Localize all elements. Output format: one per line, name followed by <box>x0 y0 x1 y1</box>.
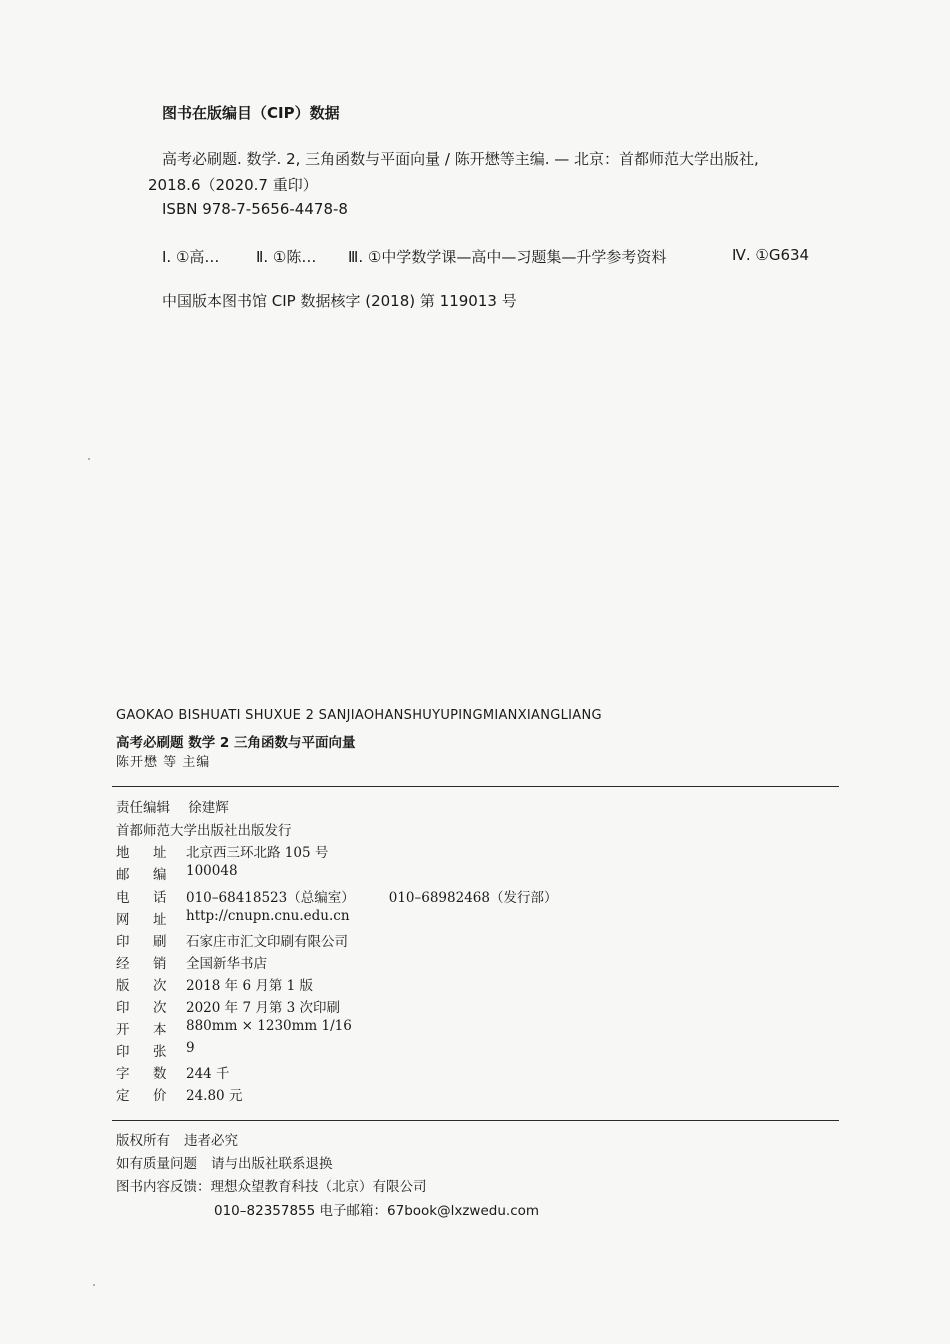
row-key-1: 电 <box>116 890 130 906</box>
info-row <box>116 952 267 972</box>
row-key-2: 刷 <box>153 934 167 950</box>
cip-record-number: 中国版本图书馆 CIP 数据核字 (2018) 第 119013 号 <box>162 292 517 310</box>
row-key-2: 址 <box>153 912 167 928</box>
cip-isbn: ISBN 978-7-5656-4478-8 <box>162 200 348 218</box>
feedback-line: 图书内容反馈：理想众望教育科技（北京）有限公司 <box>116 1179 427 1195</box>
class-item-4: Ⅳ. ①G634 <box>732 246 810 264</box>
copyright-value: 违者必究 <box>184 1133 238 1149</box>
row-value: 100048 <box>186 863 238 879</box>
row-key-2: 销 <box>153 956 167 972</box>
row-key-1: 邮 <box>116 867 130 883</box>
row-value: 9 <box>186 1040 195 1056</box>
row-key-2: 数 <box>153 1066 167 1082</box>
row-key-2: 址 <box>153 845 167 861</box>
cip-classification <box>162 246 809 267</box>
copyright-line <box>116 1129 238 1149</box>
row-key-1: 印 <box>116 934 130 950</box>
row-key-2: 编 <box>153 867 167 883</box>
row-value: 010–68418523（总编室） <box>186 890 355 906</box>
book-title: 高考必刷题 数学 2 三角函数与平面向量 <box>116 735 356 751</box>
row-key-1: 开 <box>116 1022 130 1038</box>
copyright-label: 版权所有 <box>116 1133 170 1149</box>
row-key-2: 次 <box>153 978 167 994</box>
scan-speck <box>93 1284 95 1286</box>
pinyin-title: GAOKAO BISHUATI SHUXUE 2 SANJIAOHANSHUYUPINGMIANXIANGLIANG <box>116 708 602 723</box>
row-key-2: 话 <box>153 890 167 906</box>
info-row <box>116 841 328 861</box>
row-key-2: 本 <box>153 1022 167 1038</box>
row-value-2: 010–68982468（发行部） <box>388 890 558 906</box>
responsible-editor-name: 徐建辉 <box>188 800 229 816</box>
responsible-editor <box>116 796 229 816</box>
contact-line: 010–82357855 电子邮箱：67book@lxzwedu.com <box>214 1203 540 1219</box>
row-value: 2018 年 6 月第 1 版 <box>186 978 313 994</box>
row-key-1: 字 <box>116 1066 130 1082</box>
row-key-2: 张 <box>153 1044 167 1060</box>
info-row <box>116 1018 352 1038</box>
info-row <box>116 1084 242 1104</box>
row-value-url[interactable]: http://cnupn.cnu.edu.cn <box>186 908 350 924</box>
row-value: 880mm × 1230mm 1/16 <box>186 1018 352 1034</box>
quality-label: 如有质量问题 <box>116 1156 197 1172</box>
info-row <box>116 930 348 950</box>
row-key-1: 地 <box>116 845 130 861</box>
row-value: 24.80 元 <box>186 1088 243 1104</box>
info-row <box>116 996 340 1016</box>
class-item-1: Ⅰ. ①高… <box>162 248 220 266</box>
responsible-editor-label: 责任编辑 <box>116 800 170 816</box>
info-row <box>116 863 238 883</box>
row-key-1: 经 <box>116 956 130 972</box>
row-value: 2020 年 7 月第 3 次印刷 <box>186 1000 340 1016</box>
scan-speck <box>88 458 90 460</box>
row-key-1: 定 <box>116 1088 130 1104</box>
info-row <box>116 1040 195 1060</box>
info-row <box>116 886 557 906</box>
book-editor: 陈开懋 等 主编 <box>116 755 211 770</box>
row-key-2: 次 <box>153 1000 167 1016</box>
top-divider <box>112 786 839 787</box>
info-row <box>116 908 350 928</box>
row-key-1: 印 <box>116 1044 130 1060</box>
cip-main-entry: 高考必刷题. 数学. 2, 三角函数与平面向量 / 陈开懋等主编. — 北京：首都师范大学出版社, 2018.6（2020.7 重印） <box>148 150 759 194</box>
info-row <box>116 974 313 994</box>
bottom-divider <box>112 1120 839 1121</box>
row-value: 北京西三环北路 105 号 <box>186 845 329 861</box>
quality-line <box>116 1152 333 1172</box>
cip-heading: 图书在版编目（CIP）数据 <box>162 104 340 122</box>
row-key-1: 印 <box>116 1000 130 1016</box>
row-value: 石家庄市汇文印刷有限公司 <box>186 934 348 950</box>
class-item-3: Ⅲ. ①中学数学课—高中—习题集—升学参考资料 <box>348 248 667 266</box>
row-value: 244 千 <box>186 1066 230 1082</box>
quality-value: 请与出版社联系退换 <box>211 1156 333 1172</box>
row-value: 全国新华书店 <box>186 956 267 972</box>
row-key-1: 网 <box>116 912 130 928</box>
row-key-1: 版 <box>116 978 130 994</box>
info-row <box>116 1062 230 1082</box>
row-key-2: 价 <box>153 1088 167 1104</box>
class-item-2: Ⅱ. ①陈… <box>256 248 317 266</box>
publisher-line: 首都师范大学出版社出版发行 <box>116 823 292 839</box>
